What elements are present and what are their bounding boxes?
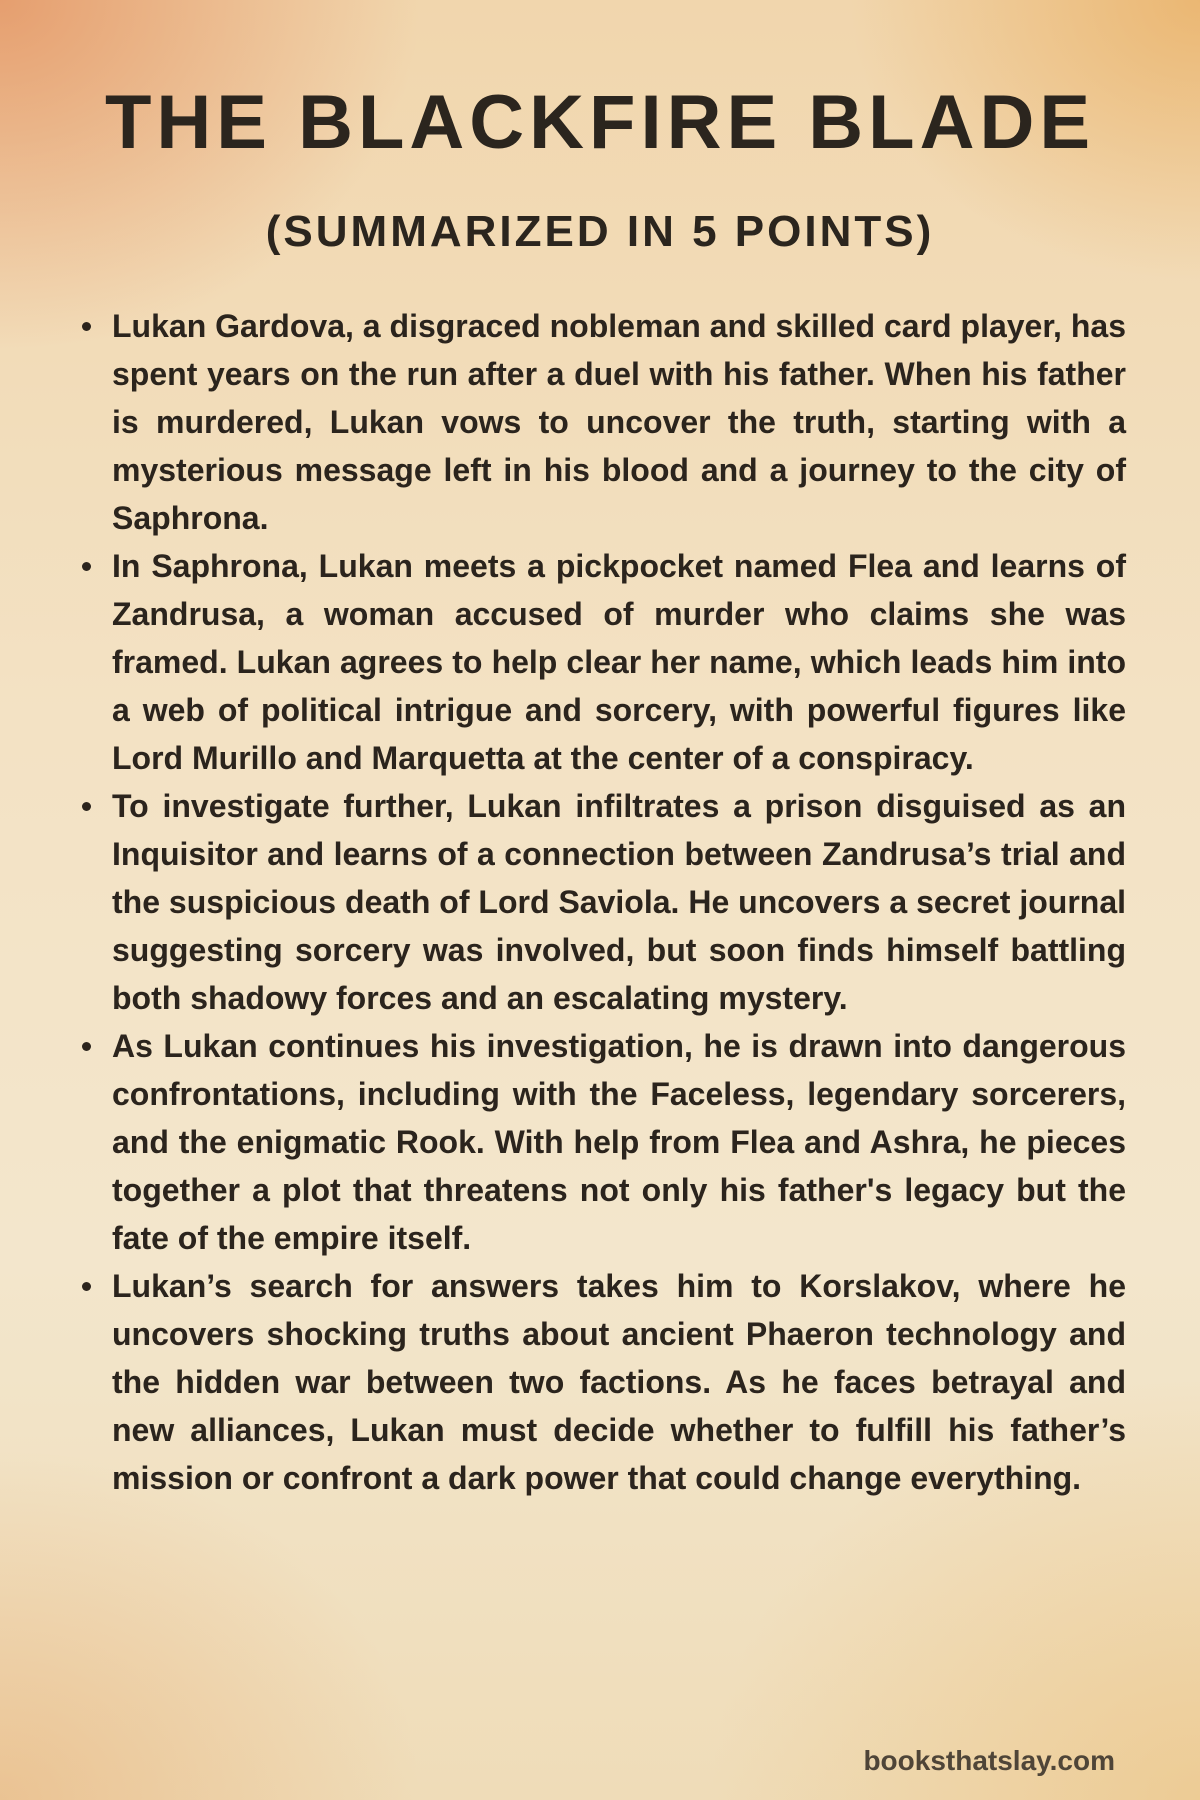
page-subtitle: (SUMMARIZED IN 5 POINTS) xyxy=(265,207,935,256)
site-watermark: booksthatslay.com xyxy=(863,1745,1115,1776)
summary-point: In Saphrona, Lukan meets a pickpocket named Flea and learns of Zandrusa, a woman accused of murder who claims she was framed. Lukan agrees to help clear her name, which leads him into a web of political intrigue and sorcery, with powerful figures like Lord Murillo and Marquetta at the center of a conspiracy. xyxy=(78,542,1126,782)
summary-point: As Lukan continues his investigation, he is drawn into dangerous confrontations, including with the Faceless, legendary sorcerers, and the enigmatic Rook. With help from Flea and Ashra, he pieces together a plot that threatens not only his father's legacy but the fate of the empire itself. xyxy=(78,1022,1126,1262)
summary-point: Lukan Gardova, a disgraced nobleman and skilled card player, has spent years on the run after a duel with his father. When his father is murdered, Lukan vows to uncover the truth, starting with a mysterious message left in his blood and a journey to the city of Saphrona. xyxy=(78,302,1126,542)
summary-point: Lukan’s search for answers takes him to Korslakov, where he uncovers shocking truths about ancient Phaeron technology and the hidden war between two factions. As he faces betrayal and new alliances, Lukan must decide whether to fulfill his father’s mission or confront a dark power that could change everything. xyxy=(78,1262,1126,1502)
summary-list xyxy=(78,302,1126,1502)
summary-point: To investigate further, Lukan infiltrates a prison disguised as an Inquisitor and learns of a connection between Zandrusa’s trial and the suspicious death of Lord Saviola. He uncovers a secret journal suggesting sorcery was involved, but soon finds himself battling both shadowy forces and an escalating mystery. xyxy=(78,782,1126,1022)
page-title: THE BLACKFIRE BLADE xyxy=(104,80,1096,165)
